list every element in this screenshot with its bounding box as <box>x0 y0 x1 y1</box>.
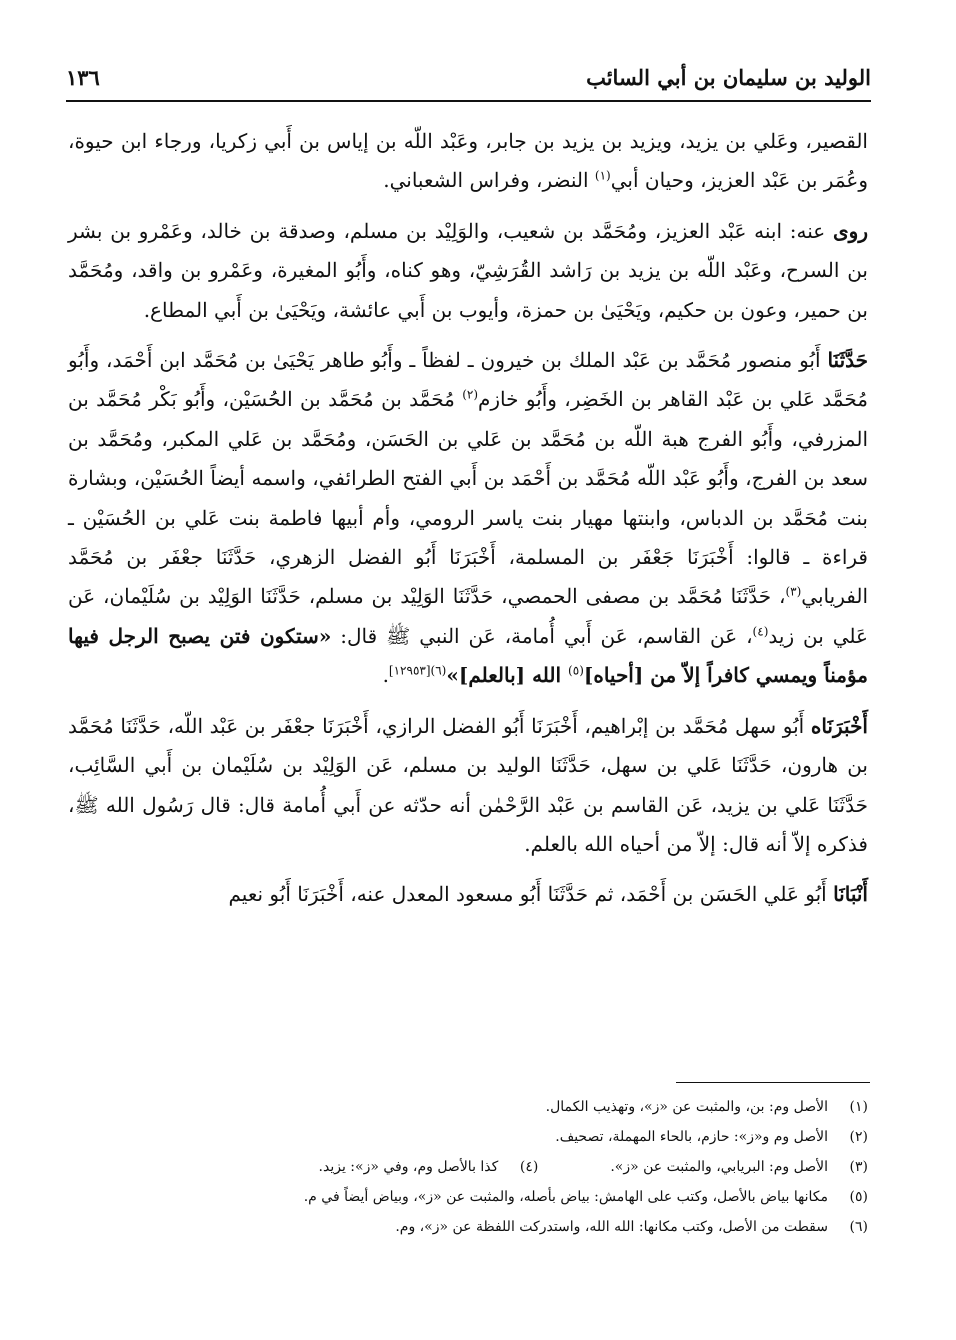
paragraph-3 <box>68 341 868 696</box>
footnote-number: (٢) <box>849 1129 868 1145</box>
text-run: أَبُو سهل مُحَمَّد بن إبْراهيم، أَخْبَرَنَا أَبُو الفضل الرازي، أَخْبَرَنَا جعْفَر بن عَبْد اللّه، حَدَّثَنَا مُحَمَّد بن هارون، حَدَّثَنَا عَلي بن سهل، حَدَّثَنَا الوليد بن مسلم، عَن الوَلِيْد بن سُلَيْمان بن أَبي السَّائِب، حَدَّثَنَا عَلي بن يزيد، عَن القاسم بن عَبْد الرَّحْمٰن أنه حدّثه عن أَبي أُمامة قال: قال رَسُول الله ﷺ، فذكره إلاّ أنه قال: إلاّ من أحياه الله بالعلم. <box>68 713 868 856</box>
main-text <box>68 122 868 926</box>
footnote-ref-6: (٦) <box>430 663 447 678</box>
paragraph-2 <box>68 212 868 330</box>
lead-word: أَنْبَانَا <box>833 882 868 907</box>
footnotes <box>100 1092 868 1242</box>
footnote-item <box>100 1122 868 1152</box>
running-title: الوليد بن سليمان بن أبي السائب <box>586 64 871 90</box>
footnote-number: (٤) <box>519 1159 539 1175</box>
footnote-text: سقطت من الأصل، وكتب مكانها: الله الله، واستدركت اللفظة عن «ز»، وم. <box>395 1219 828 1235</box>
text-run: ، عَن القاسم، عَن أَبي أُمامة، عَن النبي ﷺ قال: <box>331 623 753 648</box>
footnote-item <box>100 1152 868 1182</box>
footnote-number: (٣) <box>849 1159 868 1175</box>
paragraph-4 <box>68 707 868 865</box>
header-divider <box>66 100 871 102</box>
footnote-ref-3: (٣) <box>785 584 802 599</box>
text-run: ، حَدَّثَنَا مُحَمَّد بن مصفى الحمصي، حَدَّثَنَا الوَلِيْد بن مسلم، حَدَّثَنَا الوَلِيْد بن سُلَيْمان، عَن عَلي بن زيد <box>68 584 868 648</box>
spacer <box>538 1152 610 1182</box>
text-run: القصير، وعَلي بن يزيد، ويزيد بن يزيد بن جابر، وعَبْد اللّه بن إياس بن أَبي زكريا، ورجاء ابن حيوة، وعُمَر بن عَبْد العزيز، وحيان أبي <box>68 129 868 193</box>
footnote-number: (١) <box>849 1099 868 1115</box>
text-run: النضر، وفراس الشعباني. <box>383 168 595 193</box>
text-run: أَبُو منصور مُحَمَّد بن عَبْد الملك بن خيرون ـ لفظاً ـ وأَبُو طاهر يَحْيَىٰ بن مُحَمَّد ابن أَحْمَد، وأَبُو مُحَمَّد عَلي بن عَبْد القاهر بن الخَضِر، وأَبُو خازم <box>68 348 868 412</box>
footnote-ref-2: (٢) <box>462 387 479 402</box>
footnote-number: (٥) <box>849 1189 868 1205</box>
footnote-ref-1: (١) <box>594 168 611 183</box>
hadith-number: [١٢٩٥٣] <box>388 663 431 678</box>
footnote-text: مكانها بياض بالأصل، وكتب على الهامش: بياض بأصله، والمثبت عن «ز»، وبياض أيضاً في م. <box>303 1189 828 1205</box>
footnote-text: الأصل وم: بن، والمثبت عن «ز»، وتهذيب الكمال. <box>545 1099 828 1115</box>
paragraph-1 <box>68 122 868 201</box>
text-run: . <box>382 663 389 688</box>
footnote-text: كذا بالأصل وم، وفي «ز»: يزيد. <box>318 1159 499 1175</box>
lead-word: حَدَّثَنَا <box>827 348 869 373</box>
lead-word: روى <box>833 218 868 243</box>
text-run: أَبُو عَلي الحَسَن بن أَحْمَد، ثم حَدَّثَنَا أَبُو مسعود المعدل عنه، أَخْبَرَنَا أَبُو نعيم <box>228 882 834 907</box>
text-run: عنه: ابنه عَبْد العزيز، ومُحَمَّد بن شعيب، والوَلِيْد بن مسلم، وصدقة بن خالد، وعَمْرو بن بشر بن السرح، وعَبْد اللّه بن يزيد بن رَاشد القُرَشِيّ، وهو كناه، وأَبُو المغيرة، وعَمْرو بن واقد، ومُحَمَّد بن حمير، وعون بن حكيم، ويَحْيَىٰ بن حمزة، وأيوب بن أَبي عائشة، ويَحْيَىٰ بن أَبي المطاع. <box>68 218 868 322</box>
page-number: ١٣٦ <box>66 64 100 90</box>
footnote-number: (٦) <box>849 1219 868 1235</box>
footnote-item <box>100 1182 868 1212</box>
footnote-ref-4: (٤) <box>752 624 769 639</box>
footnote-item <box>100 1212 868 1242</box>
paragraph-5 <box>68 875 868 914</box>
lead-word: أَخْبَرَنَاه <box>810 713 868 738</box>
footnote-text: الأصل وم: البريابي، والمثبت عن «ز». <box>610 1159 828 1175</box>
hadith-quote-end: الله [بالعلم]» <box>446 663 569 688</box>
footnote-divider <box>676 1082 870 1083</box>
hadith-quote: «ستكون فتن يصبح الرجل فيها مؤمناً ويمسي كافراً إلاّ من [أحياه] <box>68 623 868 688</box>
footnote-ref-5: (٥) <box>568 663 584 678</box>
footnote-item <box>100 1092 868 1122</box>
page-header <box>66 55 871 99</box>
text-run: مُحَمَّد بن مُحَمَّد بن الحُسَيْن، وأَبُو بَكْر مُحَمَّد بن المزرفي، وأَبُو الفرج هبة اللّه بن مُحَمَّد بن عَلي بن الحَسَن، ومُحَمَّد بن عَلي المكبر، ومُحَمَّد بن سعد بن الفرج، وأَبُو عَبْد اللّه مُحَمَّد بن أَحْمَد بن أَبي الفتح الطرائفي، واسمه أيضاً الحُسَيْن، وبشارة بنت مُحَمَّد بن الدباس، وابنتها مهيار بنت ياسر الرومي، وأم أبيها فاطمة بنت عَلي بن الحُسَيْن ـ قراءة ـ قالوا: أَخْبَرَنَا جَعْفَر بن المسلمة، أَخْبَرَنَا أَبُو الفضل الزهري، حَدَّثَنَا جعْفَر بن مُحَمَّد الفريابي <box>68 387 868 609</box>
footnote-text: الأصل وم و«ز»: حازم، بالحاء المهملة، تصحيف. <box>555 1129 828 1145</box>
